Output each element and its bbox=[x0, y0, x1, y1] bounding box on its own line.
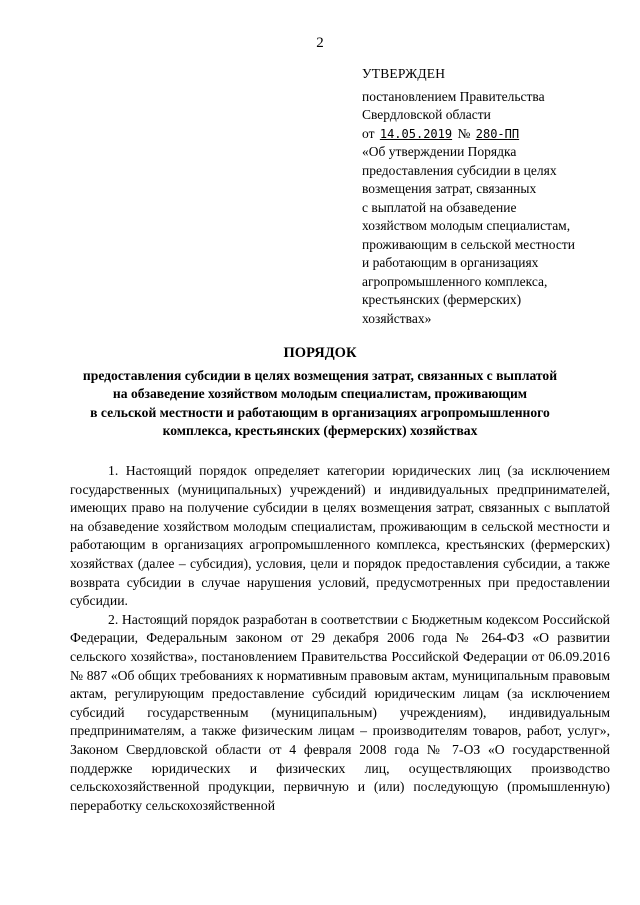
paragraph-2: 2. Настоящий порядок разработан в соответствии с Бюджетным кодексом Российской Федерации, Федеральным законом от 29 декабря 2006 года № 264-ФЗ «О развитии сельского хозяйства», постановлением Правительства Российской Федерации от 06.09.2016 № 887 «Об общих требованиях к нормативным правовым актам, муниципальным правовым актам, регулирующим предоставление субсидий юридическим лицам (за исключением субсидий государственным (муниципальным) учреждениям), индивидуальным предпринимателям, а также физическим лицам – производителям товаров, работ, услуг», Законом Свердловской области от 4 февраля 2008 года № 7-ОЗ «О государственной поддержке юридических и физических лиц, осуществляющих производство сельскохозяйственной продукции, первичную и (или) последующую (промышленную) переработку сельскохозяйственной bbox=[70, 611, 610, 813]
approval-date-line bbox=[362, 125, 612, 144]
approval-block bbox=[362, 65, 612, 328]
subject-line: проживающим в сельской местности bbox=[362, 236, 575, 252]
approval-title: УТВЕРЖДЕН bbox=[362, 66, 446, 81]
document-heading bbox=[40, 344, 600, 441]
approval-number: 280-ПП bbox=[475, 126, 520, 141]
number-prefix: № bbox=[457, 125, 471, 141]
subject-line: и работающим в организациях bbox=[362, 255, 539, 270]
date-prefix: от bbox=[362, 125, 375, 141]
heading-title: ПОРЯДОК bbox=[283, 345, 357, 361]
subject-line: возмещения затрат, связанных bbox=[362, 181, 537, 196]
heading-subtitle-line: в сельской местности и работающим в организациях агропромышленного bbox=[90, 404, 550, 420]
approval-line-1: постановлением Правительства bbox=[362, 88, 545, 104]
subject-line: с выплатой на обзаведение bbox=[362, 199, 517, 215]
heading-subtitle-line: предоставления субсидии в целях возмещения затрат, связанных с выплатой bbox=[82, 367, 558, 383]
page-number: 2 bbox=[316, 35, 324, 51]
subject-line: предоставления субсидии в целях bbox=[362, 162, 557, 178]
subject-line: агропромышленного комплекса, bbox=[362, 273, 548, 289]
approval-line-2: Свердловской области bbox=[362, 107, 491, 122]
paragraph-1: 1. Настоящий порядок определяет категории юридических лиц (за исключением государственных (муниципальных) учреждений) и индивидуальных предпринимателей, имеющих право на получение субсидии в целях возмещения затрат, связанных с выплатой на обзаведение хозяйством молодым специалистам, проживающим в сельской местности и работающим в организациях агропромышленного комплекса, крестьянских (фермерских) хозяйствах (далее – субсидия), условия, цели и порядок предоставления субсидии, а также возврата субсидии в случае нарушения условий, предусмотренных при предоставлении субсидии. bbox=[70, 463, 610, 609]
subject-line: хозяйством молодым специалистам, bbox=[362, 218, 571, 233]
subject-line: «Об утверждении Порядка bbox=[362, 144, 517, 159]
approval-date: 14.05.2019 bbox=[379, 126, 453, 141]
heading-subtitle-line: на обзаведение хозяйством молодым специалистам, проживающим bbox=[112, 386, 528, 401]
document-body bbox=[70, 462, 610, 815]
subject-line: крестьянских (фермерских) bbox=[362, 292, 522, 307]
heading-subtitle-line: комплекса, крестьянских (фермерских) хозяйствах bbox=[162, 423, 478, 438]
subject-line: хозяйствах» bbox=[362, 310, 432, 326]
